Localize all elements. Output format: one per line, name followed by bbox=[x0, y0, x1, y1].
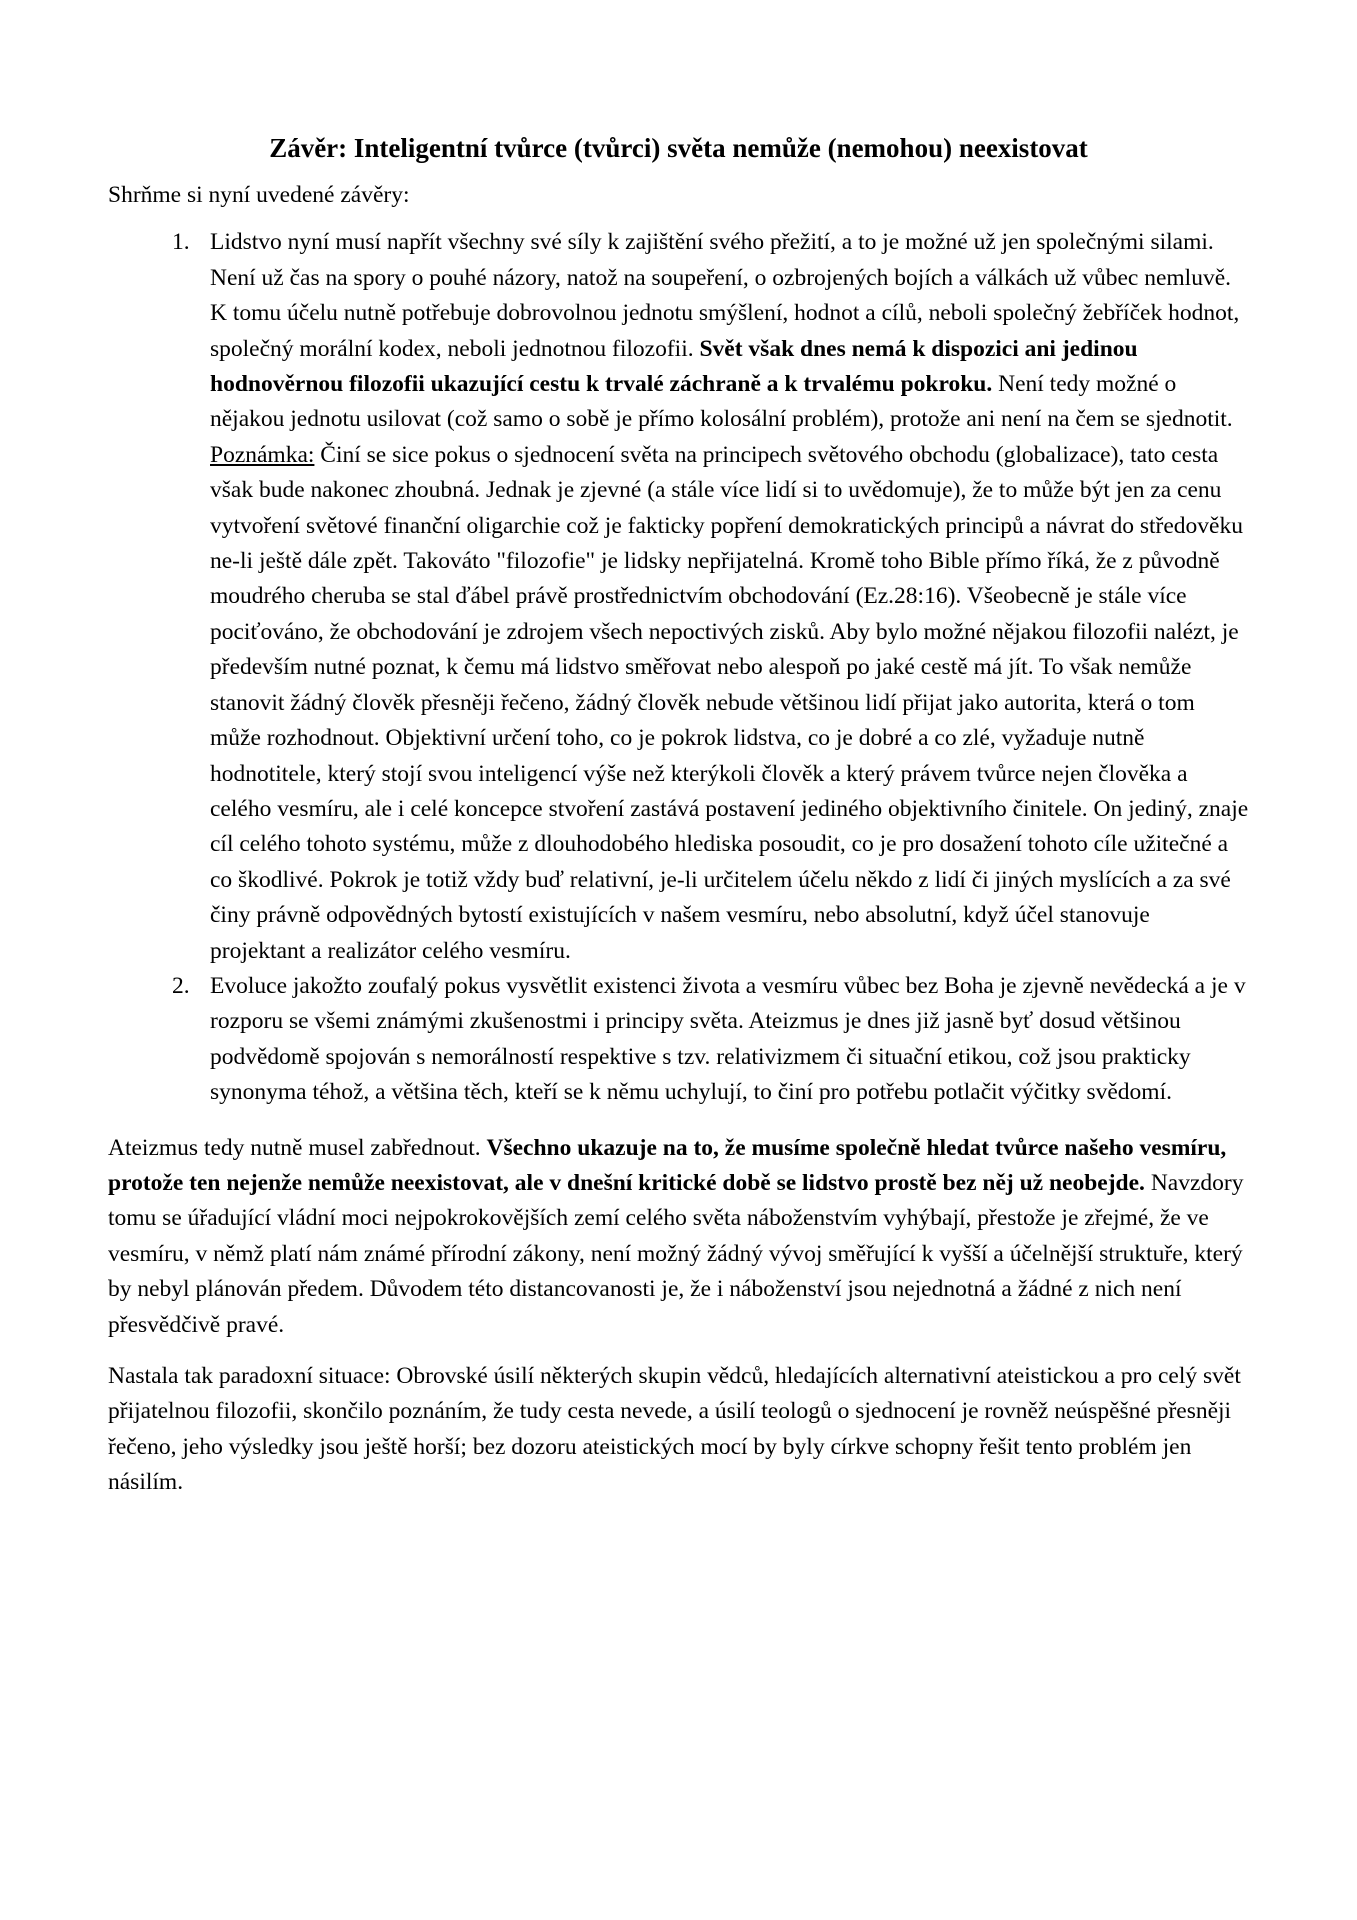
list-item-text: Lidstvo nyní musí napřít všechny své síly k zajištění svého přežití, a to je možné už jen společnými silami. Není už čas na spory o pouhé názory, natož na soupeření, o ozbrojených bojích a válkách už vůbec nemluvě. K tomu účelu nutně potřebuje dobrovolnou jednotu smýšlení, hodnot a cílů, neboli společný žebříček hodnot, společný morální kodex, neboli jednotnou filozofii. Svět však dnes nemá k dispozici ani jedinou hodnověrnou filozofii ukazující cestu k trvalé záchraně a k trvalému pokroku. Není tedy možné o nějakou jednotu usilovat (což samo o sobě je přímo kolosální problém), protože ani není na čem se sjednotit. Poznámka: Činí se sice pokus o sjednocení světa na principech světového obchodu (globalizace), tato cesta však bude nakonec zhoubná. Jednak je zjevné (a stále více lidí si to uvědomuje), že to může být jen za cenu vytvoření světové finanční oligarchie což je fakticky popření demokratických principů a návrat do středověku ne-li ještě dále zpět. Takováto "filozofie" je lidsky nepřijatelná. Kromě toho Bible přímo říká, že z původně moudrého cheruba se stal ďábel právě prostřednictvím obchodování (Ez.28:16). Všeobecně je stále více pociťováno, že obchodování je zdrojem všech nepoctivých zisků. Aby bylo možné nějakou filozofii nalézt, je především nutné poznat, k čemu má lidstvo směřovat nebo alespoň po jaké cestě má jít. To však nemůže stanovit žádný člověk přesněji řečeno, žádný člověk nebude většinou lidí přijat jako autorita, která o tom může rozhodnout. Objektivní určení toho, co je pokrok lidstva, co je dobré a co zlé, vyžaduje nutně hodnotitele, který stojí svou inteligencí výše než kterýkoli člověk a který právem tvůrce nejen člověka a celého vesmíru, ale i celé koncepce stvoření zastává postavení jediného objektivního činitele. On jediný, znaje cíl celého tohoto systému, může z dlouhodobého hlediska posoudit, co je pro dosažení tohoto cíle užitečné a co škodlivé. Pokrok je totiž vždy buď relativní, je-li určitelem účelu někdo z lidí či jiných myslících a za své činy právně odpovědných bytostí existujících v našem vesmíru, nebo absolutní, když účel stanovuje projektant a realizátor celého vesmíru. bbox=[210, 229, 1249, 964]
page-title: Závěr: Inteligentní tvůrce (tvůrci) světa nemůže (nemohou) neexistovat bbox=[269, 133, 1088, 163]
list-item bbox=[108, 225, 1249, 969]
conclusions-list bbox=[108, 225, 1249, 1110]
list-item bbox=[108, 969, 1249, 1111]
list-item-text: Evoluce jakožto zoufalý pokus vysvětlit existenci života a vesmíru vůbec bez Boha je zjevně nevědecká a je v rozporu se všemi známými zkušenostmi i principy světa. Ateizmus je dnes již jasně byť dosud většinou podvědomě spojován s nemorálností respektive s tzv. relativizmem či situační etikou, což jsou prakticky synonyma téhož, a většina těch, kteří se k němu uchylují, to činí pro potřebu potlačit výčitky svědomí. bbox=[210, 972, 1246, 1106]
list-item-number: 1. bbox=[172, 229, 190, 256]
intro-paragraph: Shrňme si nyní uvedené závěry: bbox=[108, 182, 410, 208]
body-paragraph: Ateizmus tedy nutně musel zabřednout. Všechno ukazuje na to, že musíme společně hledat tvůrce našeho vesmíru, protože ten nejenže nemůže neexistovat, ale v dnešní kritické době se lidstvo prostě bez něj už neobejde. Navzdory tomu se úřadující vládní moci nejpokrokovějších zemí celého světa náboženstvím vyhýbají, přestože je zřejmé, že ve vesmíru, v němž platí nám známé přírodní zákony, není možný žádný vývoj směřující k vyšší a účelnější struktuře, který by nebyl plánován předem. Důvodem této distancovanosti je, že i náboženství jsou nejednotná a žádné z nich není přesvědčivě pravé. bbox=[108, 1134, 1244, 1338]
body-paragraph: Nastala tak paradoxní situace: Obrovské úsilí některých skupin vědců, hledajících alternativní ateistickou a pro celý svět přijatelnou filozofii, skončilo poznáním, že tudy cesta nevede, a úsilí teologů o sjednocení je rovněž neúspěšné přesněji řečeno, jeho výsledky jsou ještě horší; bez dozoru ateistických mocí by byly církve schopny řešit tento problém jen násilím. bbox=[108, 1363, 1241, 1496]
list-item-number: 2. bbox=[172, 972, 190, 999]
